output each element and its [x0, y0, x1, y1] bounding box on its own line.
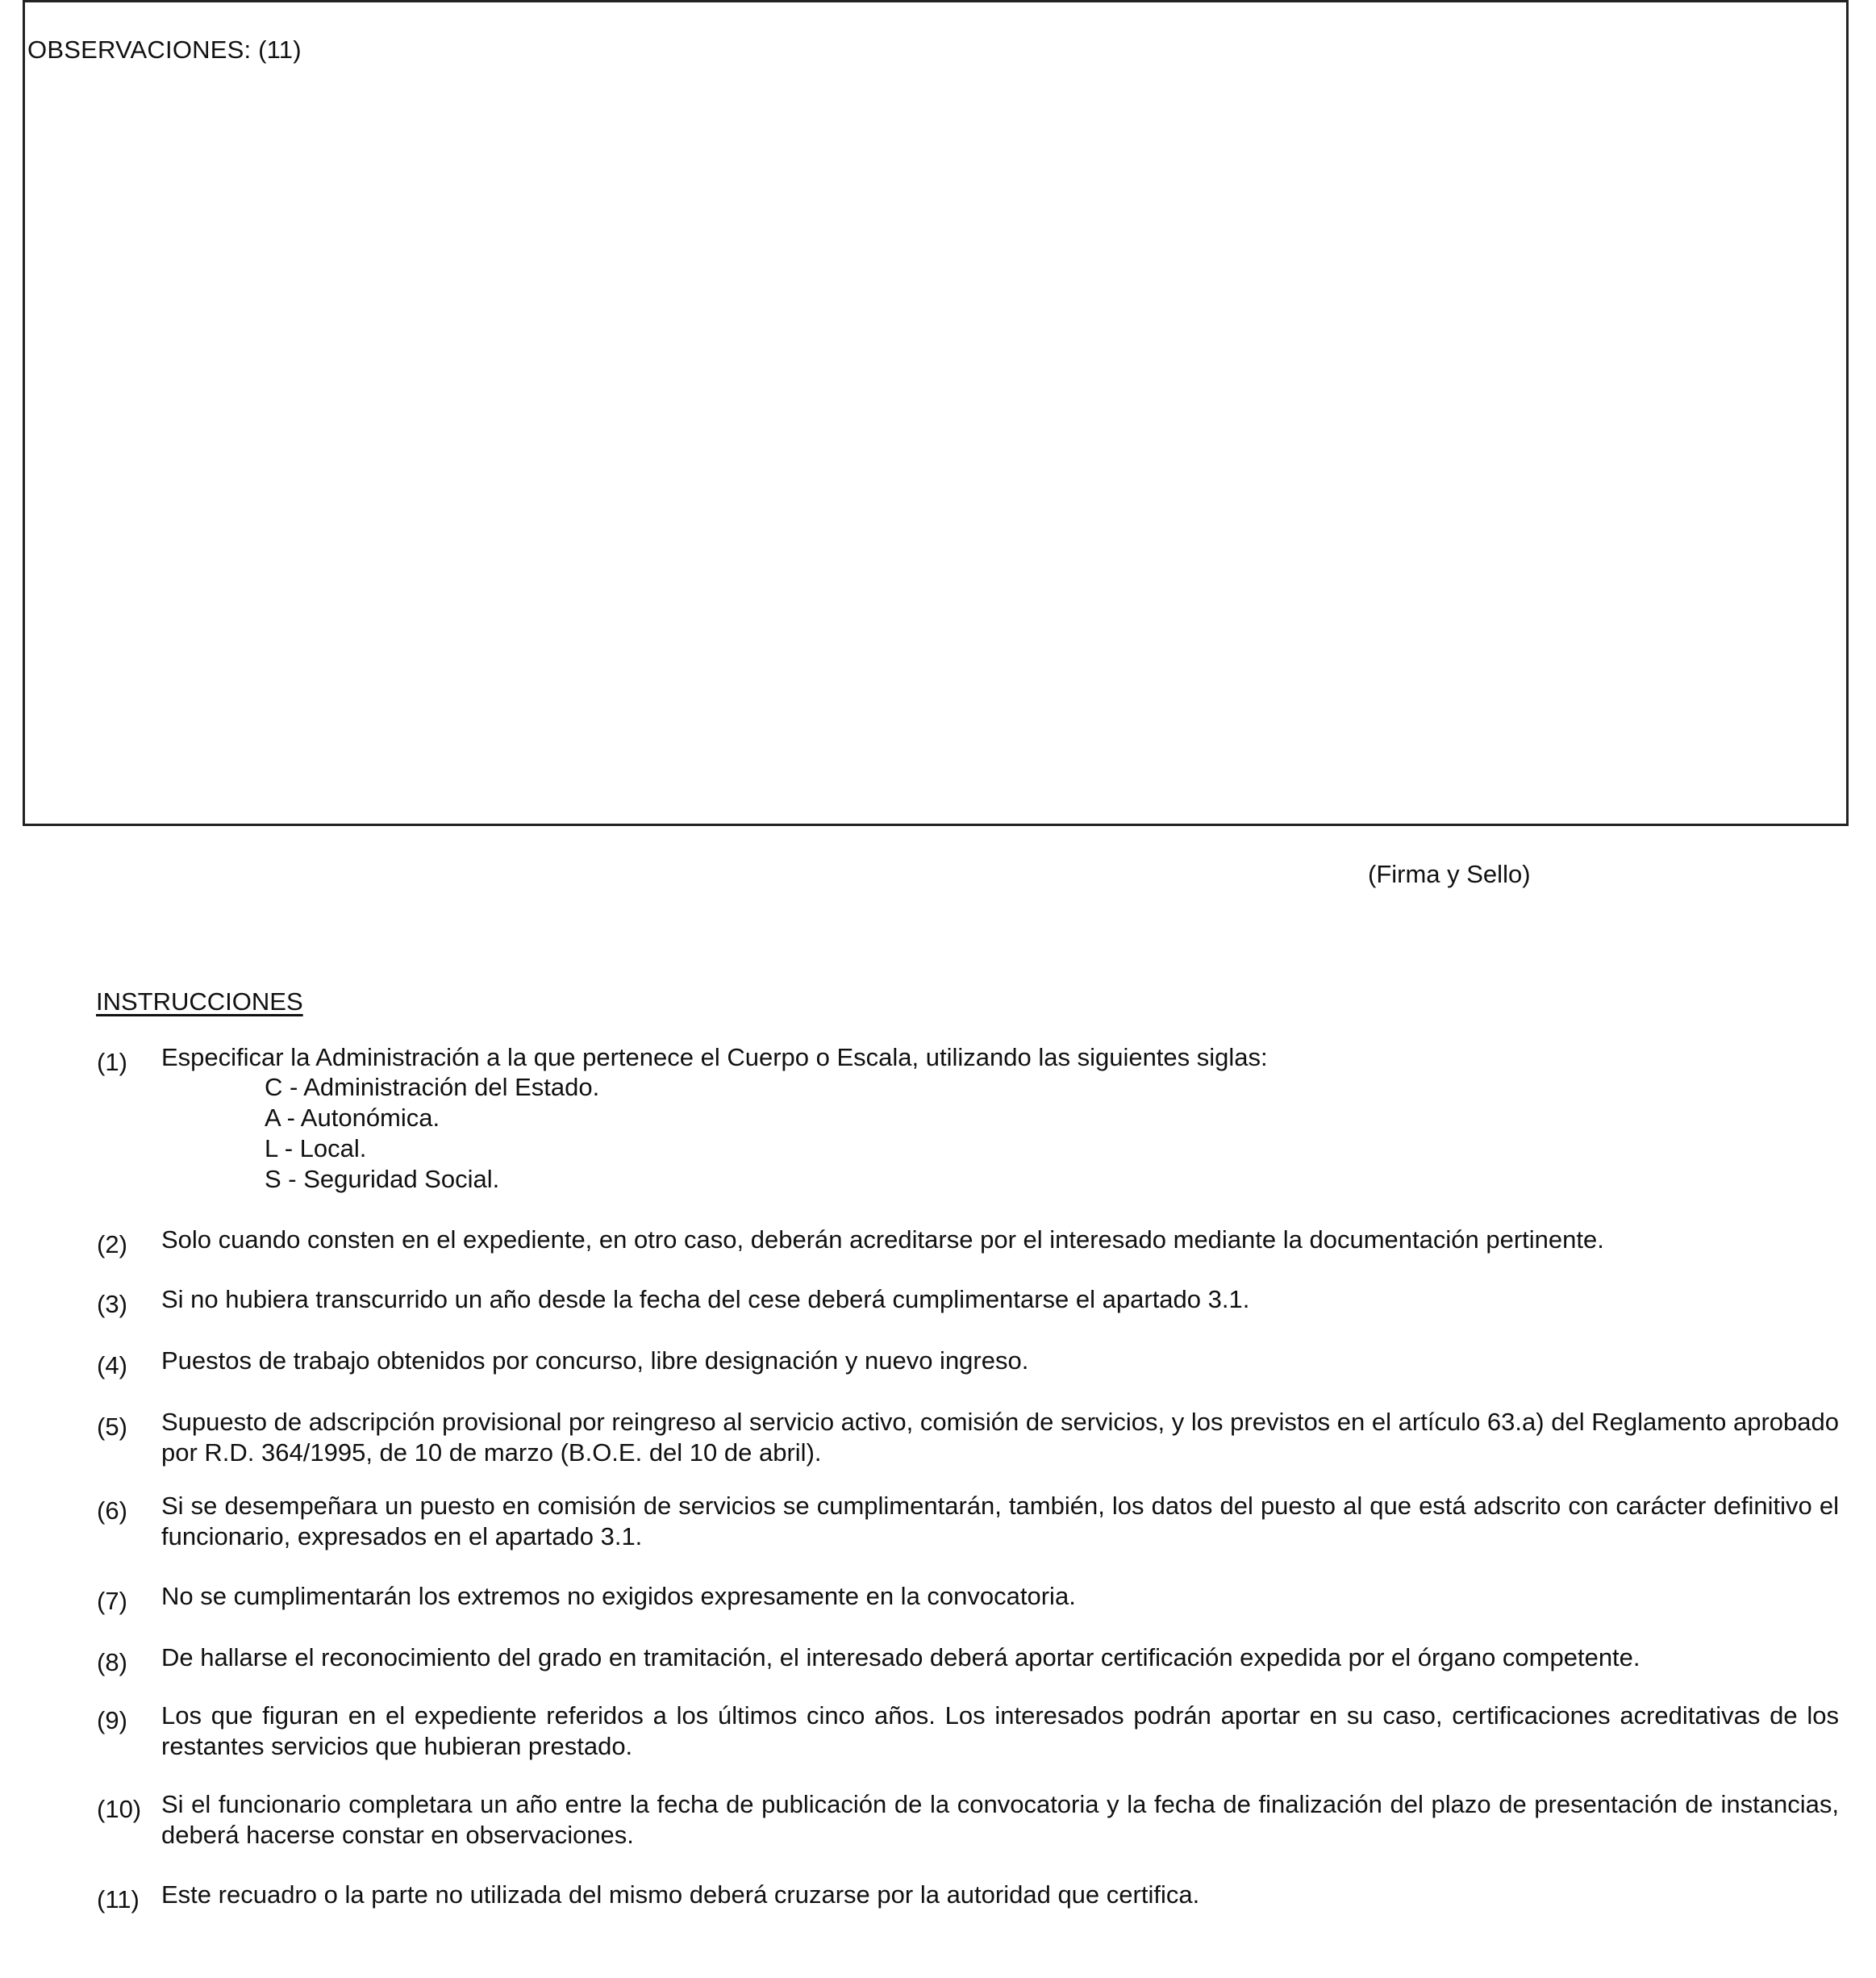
instruction-number: (10) — [97, 1795, 142, 1823]
instruction-number: (5) — [97, 1413, 127, 1441]
observaciones-box[interactable] — [23, 0, 1849, 826]
instruction-item-2 — [97, 1225, 1839, 1258]
instruction-number: (2) — [97, 1230, 127, 1258]
instruction-item-1 — [97, 1042, 1839, 1076]
instrucciones-title: INSTRUCCIONES — [96, 987, 303, 1016]
instruction-item-7 — [97, 1581, 1839, 1615]
instruction-text: Si el funcionario completara un año entre la fecha de publicación de la convocatoria y la fecha de finalización del plazo de presentación de instancias, deberá hacerse constar en observaciones. — [161, 1790, 1839, 1849]
instruction-item-5 — [97, 1407, 1839, 1468]
instruction-text: Este recuadro o la parte no utilizada del mismo deberá cruzarse por la autoridad que certifica. — [161, 1880, 1200, 1909]
instruction-text: No se cumplimentarán los extremos no exigidos expresamente en la convocatoria. — [161, 1582, 1076, 1610]
instruction-item-10 — [97, 1789, 1839, 1851]
sigla-a: A - Autonómica. — [265, 1104, 440, 1132]
instruction-number: (1) — [97, 1048, 127, 1076]
instruction-text: De hallarse el reconocimiento del grado en tramitación, el interesado deberá aportar certificación expedida por el órgano competente. — [161, 1643, 1640, 1671]
instruction-text: Especificar la Administración a la que pertenece el Cuerpo o Escala, utilizando las siguientes siglas: — [161, 1043, 1268, 1071]
instruction-item-8 — [97, 1642, 1839, 1676]
observaciones-label: OBSERVACIONES: (11) — [27, 35, 302, 64]
instruction-number: (9) — [97, 1706, 127, 1734]
instruction-number: (11) — [97, 1885, 140, 1913]
instruction-item-4 — [97, 1346, 1839, 1379]
instruction-number: (6) — [97, 1496, 127, 1525]
firma-y-sello-label: (Firma y Sello) — [1368, 860, 1531, 888]
instruction-item-9 — [97, 1700, 1839, 1762]
instruction-text: Los que figuran en el expediente referidos a los últimos cinco años. Los interesados podrán aportar en su caso, certificaciones acreditativas de los restantes servicios que hubieran prestado. — [161, 1701, 1839, 1760]
instruction-text: Si se desempeñara un puesto en comisión de servicios se cumplimentarán, también, los datos del puesto al que está adscrito con carácter definitivo el funcionario, expresados en el apartado 3.1. — [161, 1492, 1839, 1550]
instruction-text: Puestos de trabajo obtenidos por concurso, libre designación y nuevo ingreso. — [161, 1346, 1029, 1375]
instruction-item-6 — [97, 1491, 1839, 1552]
instruction-item-3 — [97, 1284, 1839, 1318]
instruction-number: (4) — [97, 1351, 127, 1379]
sigla-l: L - Local. — [265, 1134, 367, 1162]
instruction-number: (3) — [97, 1290, 127, 1318]
sigla-c: C - Administración del Estado. — [265, 1073, 600, 1101]
instruction-number: (7) — [97, 1587, 127, 1615]
instruction-text: Supuesto de adscripción provisional por reingreso al servicio activo, comisión de servicios, y los previstos en el artículo 63.a) del Reglamento aprobado por R.D. 364/1995, de 10 de marzo (B.O.E. del 10 de abril). — [161, 1408, 1839, 1467]
instruction-text: Si no hubiera transcurrido un año desde la fecha del cese deberá cumplimentarse el apartado 3.1. — [161, 1285, 1250, 1313]
sigla-s: S - Seguridad Social. — [265, 1165, 500, 1193]
instruction-number: (8) — [97, 1648, 127, 1676]
instruction-item-11 — [97, 1880, 1839, 1913]
instruction-text: Solo cuando consten en el expediente, en otro caso, deberán acreditarse por el interesado mediante la documentación pertinente. — [161, 1225, 1604, 1254]
